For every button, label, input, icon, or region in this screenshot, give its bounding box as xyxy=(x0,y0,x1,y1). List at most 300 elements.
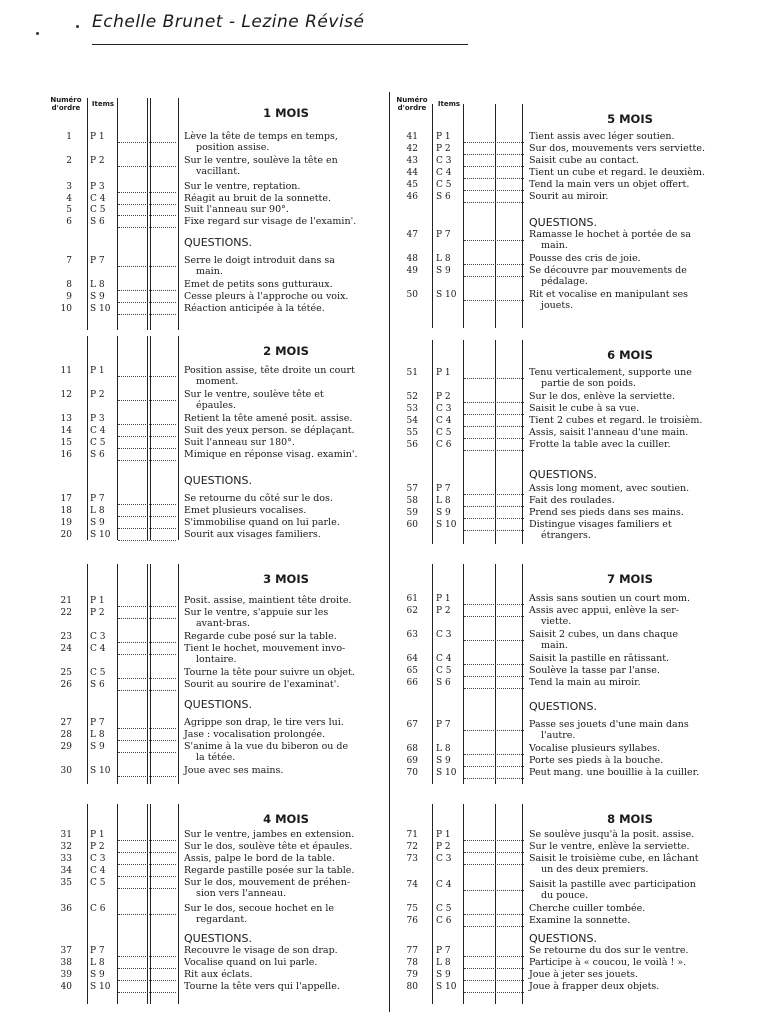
score-field[interactable] xyxy=(464,925,524,927)
item-code: S 10 xyxy=(90,982,111,992)
item-number: 70 xyxy=(406,768,418,778)
item-description-continuation: position assise. xyxy=(196,141,270,153)
item-description-line: Tient un cube et regard. le deuxièm. xyxy=(529,167,705,178)
item-description xyxy=(529,520,757,541)
item-number: 4 xyxy=(66,194,72,204)
item-number: 60 xyxy=(406,520,418,530)
item-row xyxy=(0,290,768,314)
item-description-line: S'anime à la vue du biberon ou de xyxy=(184,741,349,752)
item-description-line: Saisit la pastille en râtissant. xyxy=(529,653,670,664)
item-number: 36 xyxy=(60,904,72,914)
title-underline xyxy=(92,44,468,45)
item-row xyxy=(0,982,768,1006)
item-number: 72 xyxy=(406,842,418,852)
item-code: S 10 xyxy=(90,304,111,314)
item-description-line: Retient la tête amené posit. assise. xyxy=(184,413,353,424)
item-description xyxy=(529,144,757,155)
item-description-line: Réaction anticipée à la tétée. xyxy=(184,303,325,314)
item-number: 62 xyxy=(406,606,418,616)
score-field[interactable] xyxy=(464,401,524,403)
item-description xyxy=(529,720,757,741)
item-row xyxy=(0,854,768,878)
item-number: 14 xyxy=(60,426,72,436)
item-description-line: Tenu verticalement, supporte une xyxy=(529,367,692,378)
item-description-continuation: partie de son poids. xyxy=(541,377,637,389)
item-code: P 7 xyxy=(436,230,451,240)
item-number: 58 xyxy=(406,496,418,506)
item-number: 61 xyxy=(406,594,418,604)
item-description xyxy=(529,594,757,605)
item-description-line: Se découvre par mouvements de xyxy=(529,265,687,276)
item-description xyxy=(529,404,757,415)
item-code: S 10 xyxy=(436,290,457,300)
item-code: P 1 xyxy=(90,366,105,376)
item-code: P 2 xyxy=(90,390,105,400)
item-number: 2 xyxy=(66,156,72,166)
item-description-line: Sur le ventre, jambes en extension. xyxy=(184,829,355,840)
item-description xyxy=(529,654,757,665)
item-number: 34 xyxy=(60,866,72,876)
score-field[interactable] xyxy=(464,663,524,665)
item-description-line: Se retourne du dos sur le ventre. xyxy=(529,945,689,956)
item-row xyxy=(0,877,768,904)
item-code: P 7 xyxy=(90,494,105,504)
item-description-line: Tend la main au miroir. xyxy=(529,677,641,688)
item-description xyxy=(529,180,757,191)
item-code: P 1 xyxy=(90,830,105,840)
item-code: C 4 xyxy=(90,194,106,204)
item-code: L 8 xyxy=(436,958,451,968)
item-description xyxy=(529,254,757,265)
item-code: C 5 xyxy=(90,205,106,215)
item-code: C 4 xyxy=(436,416,452,426)
item-code: C 4 xyxy=(90,426,106,436)
score-field[interactable] xyxy=(464,377,524,379)
item-code: S 6 xyxy=(436,192,451,202)
item-description-line: Pousse des cris de joie. xyxy=(529,253,641,264)
item-description xyxy=(529,496,757,507)
score-field[interactable] xyxy=(464,967,524,969)
item-description xyxy=(529,744,757,755)
item-number: 69 xyxy=(406,756,418,766)
item-number: 53 xyxy=(406,404,418,414)
score-field[interactable] xyxy=(464,299,524,301)
item-number: 25 xyxy=(60,668,72,678)
item-code: L 8 xyxy=(90,280,105,290)
item-description-line: Peut mang. une bouillie à la cuiller. xyxy=(529,767,700,778)
score-field[interactable] xyxy=(464,413,524,415)
item-description-line: Rit aux éclats. xyxy=(184,969,253,980)
item-code: S 10 xyxy=(436,982,457,992)
item-code: S 9 xyxy=(90,742,105,752)
item-number: 42 xyxy=(406,144,418,154)
item-code: P 2 xyxy=(90,608,105,618)
item-description-line: Sur le ventre, reptation. xyxy=(184,181,301,192)
item-description-line: Porte ses pieds à la bouche. xyxy=(529,755,664,766)
item-description xyxy=(529,132,757,143)
score-field[interactable] xyxy=(464,141,524,143)
item-number: 24 xyxy=(60,644,72,654)
item-description-line: Lève la tête de temps en temps, xyxy=(184,131,338,142)
score-field[interactable] xyxy=(464,729,524,731)
item-description-line: Assis avec appui, enlève la ser- xyxy=(529,605,679,616)
item-number: 56 xyxy=(406,440,418,450)
item-code: C 3 xyxy=(90,632,106,642)
item-description-line: Prend ses pieds dans ses mains. xyxy=(529,507,684,518)
item-number: 15 xyxy=(60,438,72,448)
item-number: 28 xyxy=(60,730,72,740)
score-field[interactable] xyxy=(464,177,524,179)
item-number: 35 xyxy=(60,878,72,888)
item-description xyxy=(529,854,757,875)
score-field[interactable] xyxy=(464,991,524,993)
item-number: 51 xyxy=(406,368,418,378)
item-number: 13 xyxy=(60,414,72,424)
item-description-line: Saisit 2 cubes, un dans chaque xyxy=(529,629,679,640)
header-items-left: Items xyxy=(91,100,115,108)
score-field[interactable] xyxy=(464,449,524,451)
item-code: P 7 xyxy=(90,256,105,266)
item-number: 77 xyxy=(406,946,418,956)
item-description-line: S'immobilise quand on lui parle. xyxy=(184,517,340,528)
item-description-line: Cherche cuiller tombée. xyxy=(529,903,646,914)
item-description-line: Saisit cube au contact. xyxy=(529,155,639,166)
item-description-line: Sourit aux visages familiers. xyxy=(184,529,321,540)
item-row xyxy=(0,192,768,216)
item-number: 71 xyxy=(406,830,418,840)
score-field[interactable] xyxy=(464,615,524,617)
item-description-line: Regarde cube posé sur la table. xyxy=(184,631,337,642)
score-field[interactable] xyxy=(464,687,524,689)
item-description-line: Sur le dos, enlève la serviette. xyxy=(529,391,676,402)
item-description xyxy=(529,756,757,767)
score-field[interactable] xyxy=(464,517,524,519)
item-number: 23 xyxy=(60,632,72,642)
item-code: S 10 xyxy=(436,768,457,778)
item-description xyxy=(529,392,757,403)
item-row xyxy=(0,266,768,290)
score-field[interactable] xyxy=(464,437,524,439)
item-code: L 8 xyxy=(436,496,451,506)
item-description-line: Agrippe son drap, le tire vers lui. xyxy=(184,717,344,728)
item-description-line: Posit. assise, maintient tête droite. xyxy=(184,595,352,606)
item-number: 52 xyxy=(406,392,418,402)
item-code: C 3 xyxy=(436,854,452,864)
item-description xyxy=(529,946,757,957)
item-description-line: Passe ses jouets d'une main dans xyxy=(529,719,689,730)
score-field[interactable] xyxy=(464,753,524,755)
item-description-line: Mimique en réponse visag. examin'. xyxy=(184,449,358,460)
header-items-right: Items xyxy=(437,100,461,108)
item-description-continuation: avant-bras. xyxy=(196,617,251,629)
item-code: P 1 xyxy=(436,368,451,378)
item-row xyxy=(0,230,768,254)
item-description-line: Sur le ventre, soulève la tête en xyxy=(184,155,338,166)
item-code: S 10 xyxy=(90,530,111,540)
item-code: P 1 xyxy=(90,596,105,606)
item-description-line: Sur le dos, mouvement de préhen- xyxy=(184,877,351,888)
section-title: 3 MOIS xyxy=(263,572,309,586)
item-code: C 6 xyxy=(436,440,452,450)
item-code: C 3 xyxy=(90,854,106,864)
item-number: 32 xyxy=(60,842,72,852)
score-field[interactable] xyxy=(464,275,524,277)
score-field[interactable] xyxy=(464,493,524,495)
item-number: 63 xyxy=(406,630,418,640)
item-description-continuation: regardant. xyxy=(196,913,248,925)
item-number: 44 xyxy=(406,168,418,178)
score-field[interactable] xyxy=(464,839,524,841)
item-number: 16 xyxy=(60,450,72,460)
item-number: 39 xyxy=(60,970,72,980)
page-title: Echelle Brunet - Lezine Révisé xyxy=(92,12,365,32)
item-number: 9 xyxy=(66,292,72,302)
item-code: P 1 xyxy=(90,132,105,142)
item-description-continuation: viette. xyxy=(541,615,572,627)
score-field[interactable] xyxy=(464,765,524,767)
item-number: 76 xyxy=(406,916,418,926)
score-field[interactable] xyxy=(464,777,524,779)
item-description-line: Position assise, tête droite un court xyxy=(184,365,355,376)
item-number: 73 xyxy=(406,854,418,864)
item-number: 8 xyxy=(66,280,72,290)
item-code: C 5 xyxy=(90,438,106,448)
item-number: 38 xyxy=(60,958,72,968)
item-code: P 1 xyxy=(436,594,451,604)
section-title: 4 MOIS xyxy=(263,812,309,826)
questions-label: QUESTIONS. xyxy=(529,700,597,713)
item-number: 59 xyxy=(406,508,418,518)
item-number: 64 xyxy=(406,654,418,664)
item-number: 57 xyxy=(406,484,418,494)
score-field[interactable] xyxy=(464,889,524,891)
item-description xyxy=(529,368,757,389)
item-row xyxy=(0,630,768,654)
score-field[interactable] xyxy=(464,189,524,191)
item-code: S 10 xyxy=(90,766,111,776)
item-description-continuation: main. xyxy=(541,239,568,251)
item-row xyxy=(0,678,768,702)
item-code: L 8 xyxy=(436,744,451,754)
item-description xyxy=(529,842,757,853)
item-description-line: Sur le dos, soulève tête et épaules. xyxy=(184,841,353,852)
item-code: S 6 xyxy=(90,217,105,227)
item-number: 6 xyxy=(66,217,72,227)
item-description-line: Sur dos, mouvements vers serviette. xyxy=(529,143,705,154)
item-row xyxy=(0,606,768,630)
item-description xyxy=(529,428,757,439)
item-number: 29 xyxy=(60,742,72,752)
item-code: C 3 xyxy=(436,404,452,414)
item-number: 49 xyxy=(406,266,418,276)
item-number: 19 xyxy=(60,518,72,528)
score-field[interactable] xyxy=(464,675,524,677)
score-field[interactable] xyxy=(464,165,524,167)
item-number: 65 xyxy=(406,666,418,676)
item-description-line: Fixe regard sur visage de l'examin'. xyxy=(184,216,357,227)
item-code: S 9 xyxy=(436,756,451,766)
section-title: 5 MOIS xyxy=(607,112,653,126)
item-number: 7 xyxy=(66,256,72,266)
item-description-line: Tient 2 cubes et regard. le troisièm. xyxy=(529,415,703,426)
item-code: S 9 xyxy=(90,518,105,528)
item-code: P 7 xyxy=(436,720,451,730)
item-code: S 9 xyxy=(436,266,451,276)
item-description-line: Rit et vocalise en manipulant ses xyxy=(529,289,688,300)
item-description-line: Joue à frapper deux objets. xyxy=(529,981,660,992)
item-description-line: Assis, palpe le bord de la table. xyxy=(184,853,335,864)
item-number: 40 xyxy=(60,982,72,992)
item-number: 43 xyxy=(406,156,418,166)
item-number: 22 xyxy=(60,608,72,618)
score-field[interactable] xyxy=(464,979,524,981)
item-description xyxy=(529,606,757,627)
item-code: S 9 xyxy=(436,970,451,980)
score-field[interactable] xyxy=(464,913,524,915)
score-field[interactable] xyxy=(464,263,524,265)
item-number: 37 xyxy=(60,946,72,956)
section-title: 7 MOIS xyxy=(607,572,653,586)
item-description-continuation: l'autre. xyxy=(541,729,576,741)
score-field[interactable] xyxy=(464,863,524,865)
score-field[interactable] xyxy=(464,153,524,155)
item-code: P 7 xyxy=(90,718,105,728)
item-code: P 2 xyxy=(436,144,451,154)
questions-label: QUESTIONS. xyxy=(184,932,252,945)
item-number: 55 xyxy=(406,428,418,438)
item-description xyxy=(529,508,757,519)
score-field[interactable] xyxy=(464,851,524,853)
item-number: 11 xyxy=(60,366,72,376)
item-description xyxy=(529,958,757,969)
item-number: 79 xyxy=(406,970,418,980)
item-description-line: Suit des yeux person. se déplaçant. xyxy=(184,425,355,436)
item-number: 10 xyxy=(60,304,72,314)
item-description xyxy=(529,230,757,251)
questions-label: QUESTIONS. xyxy=(184,698,252,711)
item-description xyxy=(529,440,757,451)
item-description xyxy=(529,168,757,179)
item-number: 67 xyxy=(406,720,418,730)
item-number: 3 xyxy=(66,182,72,192)
score-field[interactable] xyxy=(464,239,524,241)
item-row xyxy=(0,765,768,792)
item-description-line: Emet plusieurs vocalises. xyxy=(184,505,307,516)
item-number: 47 xyxy=(406,230,418,240)
item-description-continuation: main. xyxy=(196,265,223,277)
item-description-line: Assis sans soutien un court mom. xyxy=(529,593,690,604)
item-description-line: Frotte la table avec la cuiller. xyxy=(529,439,671,450)
item-description-line: Assis, saisit l'anneau d'une main. xyxy=(529,427,689,438)
item-number: 48 xyxy=(406,254,418,264)
item-description-line: Saisit le cube à sa vue. xyxy=(529,403,640,414)
item-code: C 4 xyxy=(436,654,452,664)
item-description-line: Se soulève jusqu'à la posit. assise. xyxy=(529,829,695,840)
item-description-continuation: pédalage. xyxy=(541,275,588,287)
questions-label: QUESTIONS. xyxy=(529,932,597,945)
month-section xyxy=(0,812,768,1008)
section-title: 2 MOIS xyxy=(263,344,309,358)
pen-mark xyxy=(36,32,39,35)
score-field[interactable] xyxy=(464,505,524,507)
score-field[interactable] xyxy=(464,955,524,957)
section-title: 1 MOIS xyxy=(263,106,309,120)
item-code: P 3 xyxy=(90,182,105,192)
header-numero-right: Numéro d'ordre xyxy=(396,96,428,112)
month-section xyxy=(0,348,768,548)
item-number: 27 xyxy=(60,718,72,728)
item-number: 45 xyxy=(406,180,418,190)
item-description-line: Tourne la tête pour suivre un objet. xyxy=(184,667,355,678)
item-description-line: Examine la sonnette. xyxy=(529,915,631,926)
item-description-line: Soulève la tasse par l'anse. xyxy=(529,665,660,676)
item-description-continuation: un des deux premiers. xyxy=(541,863,649,875)
item-number: 80 xyxy=(406,982,418,992)
score-field[interactable] xyxy=(464,201,524,203)
item-description-line: Sur le ventre, soulève tête et xyxy=(184,389,324,400)
score-field[interactable] xyxy=(464,603,524,605)
item-description xyxy=(529,678,757,689)
item-code: S 9 xyxy=(436,508,451,518)
item-code: C 6 xyxy=(90,904,106,914)
item-description-line: Regarde pastille posée sur la table. xyxy=(184,865,355,876)
score-field[interactable] xyxy=(464,529,524,531)
item-description-line: Participe à « coucou, le voilà ! ». xyxy=(529,957,687,968)
item-code: P 1 xyxy=(436,132,451,142)
item-number: 50 xyxy=(406,290,418,300)
item-description-line: Saisit la pastille avec participation xyxy=(529,879,696,890)
item-description-continuation: main. xyxy=(541,639,568,651)
item-row xyxy=(0,365,768,392)
item-description-line: Ramasse le hochet à portée de sa xyxy=(529,229,691,240)
item-code: P 7 xyxy=(90,946,105,956)
item-description-line: Sourit au sourire de l'examinat'. xyxy=(184,679,340,690)
item-description-continuation: épaules. xyxy=(196,399,237,411)
item-code: P 7 xyxy=(436,484,451,494)
score-field[interactable] xyxy=(464,639,524,641)
item-code: C 5 xyxy=(436,904,452,914)
pen-mark xyxy=(76,25,79,28)
item-description-line: Serre le doigt introduit dans sa xyxy=(184,255,335,266)
item-description-line: Tient assis avec léger soutien. xyxy=(529,131,675,142)
score-field[interactable] xyxy=(464,425,524,427)
item-description xyxy=(529,970,757,981)
item-code: C 4 xyxy=(90,644,106,654)
item-description-continuation: lontaire. xyxy=(196,653,237,665)
item-number: 31 xyxy=(60,830,72,840)
item-number: 46 xyxy=(406,192,418,202)
item-code: P 2 xyxy=(90,156,105,166)
item-description-line: Suit l'anneau sur 90°. xyxy=(184,204,289,215)
item-description-line: Sur le ventre, s'appuie sur les xyxy=(184,607,329,618)
item-description-line: Joue avec ses mains. xyxy=(184,765,284,776)
item-code: C 5 xyxy=(90,878,106,888)
item-description-line: Joue à jeter ses jouets. xyxy=(529,969,639,980)
item-description xyxy=(529,484,757,495)
item-description xyxy=(529,156,757,167)
item-description-line: Sourit au miroir. xyxy=(529,191,609,202)
item-code: L 8 xyxy=(436,254,451,264)
item-description-continuation: jouets. xyxy=(541,299,574,311)
item-description-line: Distingue visages familiers et xyxy=(529,519,672,530)
item-number: 66 xyxy=(406,678,418,688)
item-code: P 2 xyxy=(90,842,105,852)
item-row xyxy=(0,913,768,940)
item-code: C 4 xyxy=(436,880,452,890)
item-description-line: Tourne la tête vers qui l'appelle. xyxy=(184,981,340,992)
item-description-continuation: moment. xyxy=(196,375,239,387)
item-description-line: Jase : vocalisation prolongée. xyxy=(184,729,326,740)
